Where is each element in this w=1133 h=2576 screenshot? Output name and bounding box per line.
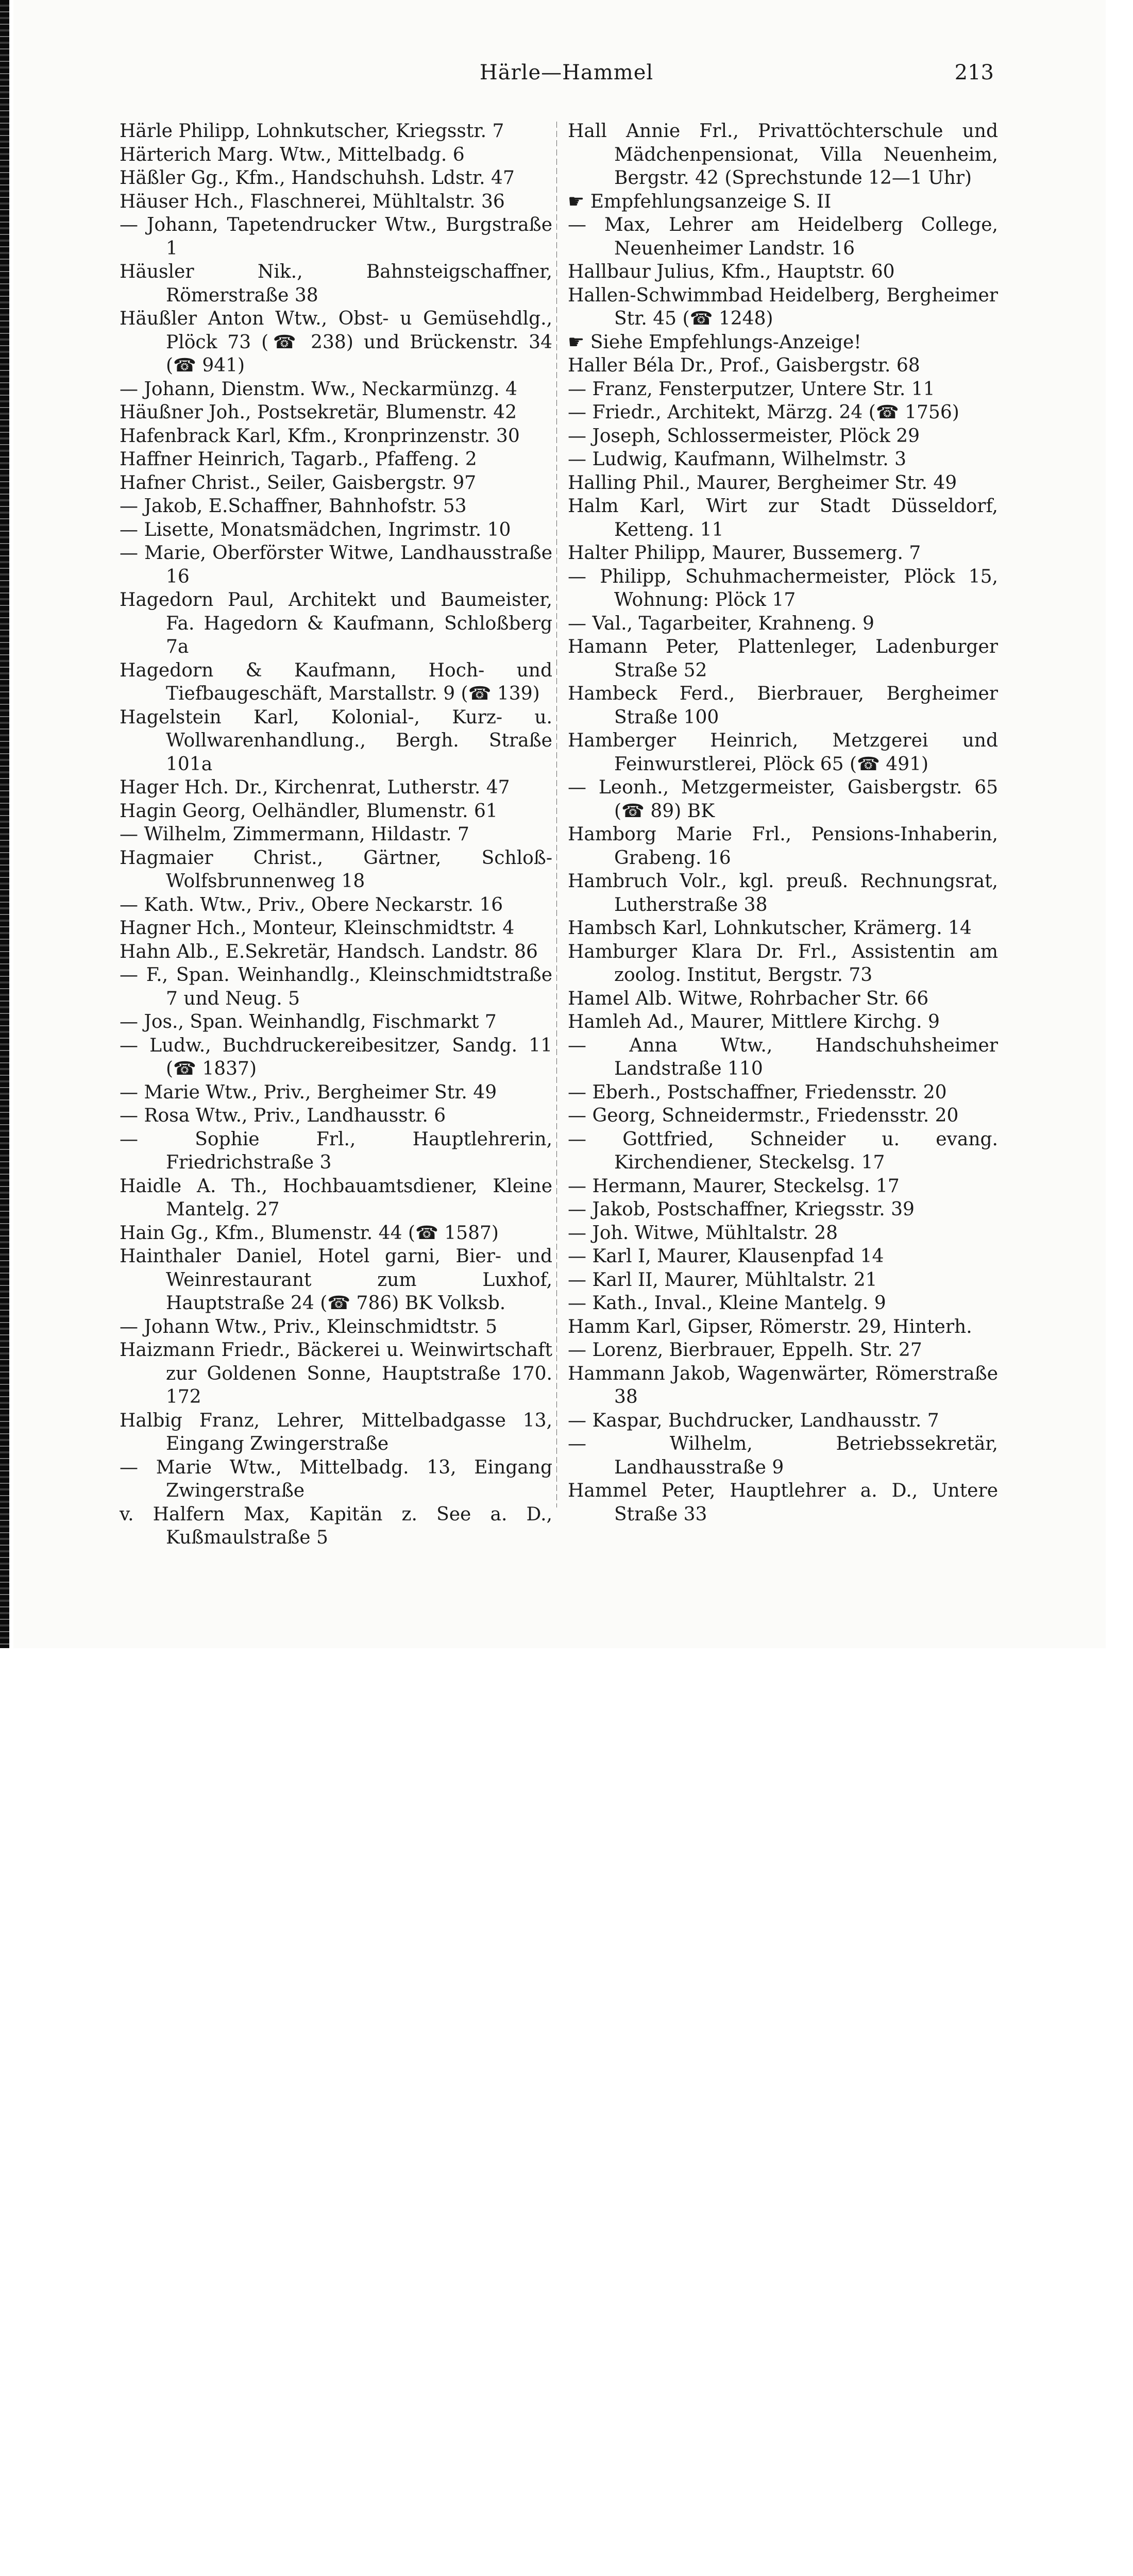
- directory-entry: Haidle A. Th., Hochbauamtsdiener, Kleine Mantelg. 27: [120, 1175, 552, 1220]
- directory-entry: — Kaspar, Buchdrucker, Landhausstr. 7: [568, 1410, 939, 1431]
- directory-entry: ☛ Siehe Empfehlungs-Anzeige!: [568, 331, 861, 353]
- directory-entry: — F., Span. Weinhandlg., Kleinschmidtstraße 7 und Neug. 5: [120, 964, 552, 1009]
- directory-entry: Häußler Anton Wtw., Obst- u Gemüsehdlg., Plöck 73 (☎ 238) und Brückenstr. 34 (☎ 941): [120, 308, 552, 376]
- directory-entry: — Marie Wtw., Mittelbadg. 13, Eingang Zwingerstraße: [120, 1456, 552, 1501]
- directory-entry: Hall Annie Frl., Privattöchterschule und Mädchenpensionat, Villa Neuenheim, Bergstr. 42 (Sprechstunde 12—1 Uhr): [568, 121, 998, 189]
- directory-entry: Härterich Marg. Wtw., Mittelbadg. 6: [120, 144, 465, 165]
- directory-entry: Hamberger Heinrich, Metzgerei und Feinwurstlerei, Plöck 65 (☎ 491): [568, 730, 998, 775]
- directory-entry: — Johann, Dienstm. Ww., Neckarmünzg. 4: [120, 378, 517, 400]
- directory-entry: Hamm Karl, Gipser, Römerstr. 29, Hinterh.: [568, 1316, 972, 1337]
- directory-entry: ☛ Empfehlungsanzeige S. II: [568, 191, 832, 212]
- directory-entry: — Leonh., Metzgermeister, Gaisbergstr. 65 (☎ 89) BK: [568, 777, 998, 822]
- directory-entry: Hamleh Ad., Maurer, Mittlere Kirchg. 9: [568, 1011, 940, 1032]
- directory-entry: — Max, Lehrer am Heidelberg College, Neuenheimer Landstr. 16: [568, 214, 998, 259]
- directory-entry: — Sophie Frl., Hauptlehrerin, Friedrichstraße 3: [120, 1128, 552, 1173]
- directory-entry: Härle Philipp, Lohnkutscher, Kriegsstr. 7: [120, 121, 504, 142]
- directory-entry: Hallbaur Julius, Kfm., Hauptstr. 60: [568, 261, 895, 282]
- directory-entry: Hagedorn Paul, Architekt und Baumeister, Fa. Hagedorn & Kaufmann, Schloßberg 7a: [120, 589, 552, 657]
- directory-entry: — Marie, Oberförster Witwe, Landhausstraße 16: [120, 543, 552, 587]
- directory-entry: — Johann, Tapetendrucker Wtw., Burgstraße 1: [120, 214, 552, 259]
- directory-entry: Häusler Nik., Bahnsteigschaffner, Römerstraße 38: [120, 261, 552, 306]
- directory-entry: — Jakob, Postschaffner, Kriegsstr. 39: [568, 1199, 915, 1220]
- directory-entry: Hagner Hch., Monteur, Kleinschmidtstr. 4: [120, 918, 515, 939]
- directory-entry: — Rosa Wtw., Priv., Landhausstr. 6: [120, 1105, 446, 1126]
- directory-entry: Hagedorn & Kaufmann, Hoch- und Tiefbaugeschäft, Marstallstr. 9 (☎ 139): [120, 659, 552, 704]
- directory-entry: Halter Philipp, Maurer, Bussemerg. 7: [568, 543, 921, 564]
- directory-entry: Hambsch Karl, Lohnkutscher, Krämerg. 14: [568, 918, 972, 939]
- directory-entry: — Georg, Schneidermstr., Friedensstr. 20: [568, 1105, 959, 1126]
- directory-entry: Hagmaier Christ., Gärtner, Schloß-Wolfsbrunnenweg 18: [120, 847, 552, 892]
- directory-entry: — Kath. Wtw., Priv., Obere Neckarstr. 16: [120, 894, 503, 916]
- directory-entry: — Franz, Fensterputzer, Untere Str. 11: [568, 378, 935, 400]
- directory-entry: Hagelstein Karl, Kolonial-, Kurz- u. Wollwarenhandlung., Bergh. Straße 101a: [120, 706, 552, 775]
- scan-gutter-edge: [0, 0, 9, 1648]
- directory-entry: — Wilhelm, Betriebssekretär, Landhausstraße 9: [568, 1433, 998, 1478]
- directory-entry: — Anna Wtw., Handschuhsheimer Landstraße 110: [568, 1035, 998, 1079]
- left-column: [120, 120, 552, 1550]
- column-divider: [556, 122, 557, 1507]
- directory-entry: — Karl II, Maurer, Mühltalstr. 21: [568, 1269, 877, 1291]
- directory-entry: — Philipp, Schuhmachermeister, Plöck 15, Wohnung: Plöck 17: [568, 566, 998, 611]
- directory-entry: — Marie Wtw., Priv., Bergheimer Str. 49: [120, 1081, 497, 1103]
- directory-entry: Hainthaler Daniel, Hotel garni, Bier- und Weinrestaurant zum Luxhof, Hauptstraße 24 (☎ 786) BK Volksb.: [120, 1246, 552, 1314]
- directory-entry: Halm Karl, Wirt zur Stadt Düsseldorf, Ketteng. 11: [568, 496, 998, 540]
- directory-entry: v. Halfern Max, Kapitän z. See a. D., Kußmaulstraße 5: [120, 1503, 552, 1548]
- directory-entry: Hallen-Schwimmbad Heidelberg, Bergheimer Str. 45 (☎ 1248): [568, 284, 998, 329]
- directory-entry: Hafenbrack Karl, Kfm., Kronprinzenstr. 30: [120, 425, 520, 447]
- directory-entry: Hamann Peter, Plattenleger, Ladenburger Straße 52: [568, 636, 998, 681]
- directory-entry: Hagin Georg, Oelhändler, Blumenstr. 61: [120, 800, 498, 822]
- directory-entry: Hambruch Volr., kgl. preuß. Rechnungsrat, Lutherstraße 38: [568, 871, 998, 916]
- directory-entry: Hammann Jakob, Wagenwärter, Römerstraße 38: [568, 1363, 998, 1408]
- directory-entry: Häußner Joh., Postsekretär, Blumenstr. 42: [120, 402, 517, 423]
- directory-entry: Hahn Alb., E.Sekretär, Handsch. Landstr. 86: [120, 941, 538, 962]
- directory-entry: Häuser Hch., Flaschnerei, Mühltalstr. 36: [120, 191, 505, 212]
- directory-entry: Häßler Gg., Kfm., Handschuhsh. Ldstr. 47: [120, 167, 515, 189]
- directory-entry: Haizmann Friedr., Bäckerei u. Weinwirtschaft zur Goldenen Sonne, Hauptstraße 170. 172: [120, 1340, 552, 1408]
- directory-entry: — Lisette, Monatsmädchen, Ingrimstr. 10: [120, 519, 511, 540]
- directory-entry: — Ludwig, Kaufmann, Wilhelmstr. 3: [568, 449, 907, 470]
- footer: [0, 1546, 1133, 1648]
- directory-entry: Hamburger Klara Dr. Frl., Assistentin am zoolog. Institut, Bergstr. 73: [568, 941, 998, 986]
- running-header-title: Härle—Hammel: [479, 61, 654, 84]
- directory-entry: — Ludw., Buchdruckereibesitzer, Sandg. 11 (☎ 1837): [120, 1035, 552, 1079]
- directory-entry: Hammel Peter, Hauptlehrer a. D., Untere Straße 33: [568, 1480, 998, 1525]
- directory-entry: — Val., Tagarbeiter, Krahneng. 9: [568, 613, 874, 634]
- right-column: [568, 120, 998, 1526]
- directory-entry: Hambeck Ferd., Bierbrauer, Bergheimer Straße 100: [568, 683, 998, 728]
- directory-entry: Hain Gg., Kfm., Blumenstr. 44 (☎ 1587): [120, 1222, 499, 1244]
- directory-entry: — Jos., Span. Weinhandlg, Fischmarkt 7: [120, 1011, 497, 1032]
- directory-entry: Hamel Alb. Witwe, Rohrbacher Str. 66: [568, 988, 929, 1009]
- directory-entry: — Joh. Witwe, Mühltalstr. 28: [568, 1222, 838, 1244]
- directory-entry: — Jakob, E.Schaffner, Bahnhofstr. 53: [120, 496, 467, 517]
- directory-entry: Hager Hch. Dr., Kirchenrat, Lutherstr. 47: [120, 777, 510, 798]
- directory-entry: — Eberh., Postschaffner, Friedensstr. 20: [568, 1081, 947, 1103]
- directory-entry: Hamborg Marie Frl., Pensions-Inhaberin, Grabeng. 16: [568, 824, 998, 869]
- directory-entry: — Friedr., Architekt, Märzg. 24 (☎ 1756): [568, 402, 959, 423]
- directory-entry: Halling Phil., Maurer, Bergheimer Str. 49: [568, 472, 957, 494]
- directory-entry: Haller Béla Dr., Prof., Gaisbergstr. 68: [568, 355, 920, 376]
- directory-entry: — Johann Wtw., Priv., Kleinschmidtstr. 5: [120, 1316, 498, 1337]
- directory-entry: Haffner Heinrich, Tagarb., Pfaffeng. 2: [120, 449, 477, 470]
- page-number: 213: [954, 61, 994, 84]
- directory-entry: — Kath., Inval., Kleine Mantelg. 9: [568, 1293, 886, 1314]
- directory-entry: — Lorenz, Bierbrauer, Eppelh. Str. 27: [568, 1340, 922, 1361]
- directory-entry: — Wilhelm, Zimmermann, Hildastr. 7: [120, 824, 469, 845]
- directory-entry: — Gottfried, Schneider u. evang. Kirchendiener, Steckelsg. 17: [568, 1128, 998, 1173]
- directory-entry: — Karl I, Maurer, Klausenpfad 14: [568, 1246, 884, 1267]
- directory-entry: Hafner Christ., Seiler, Gaisbergstr. 97: [120, 472, 477, 494]
- directory-entry: — Hermann, Maurer, Steckelsg. 17: [568, 1175, 900, 1197]
- directory-entry: Halbig Franz, Lehrer, Mittelbadgasse 13, Eingang Zwingerstraße: [120, 1410, 552, 1454]
- directory-entry: — Joseph, Schlossermeister, Plöck 29: [568, 425, 920, 447]
